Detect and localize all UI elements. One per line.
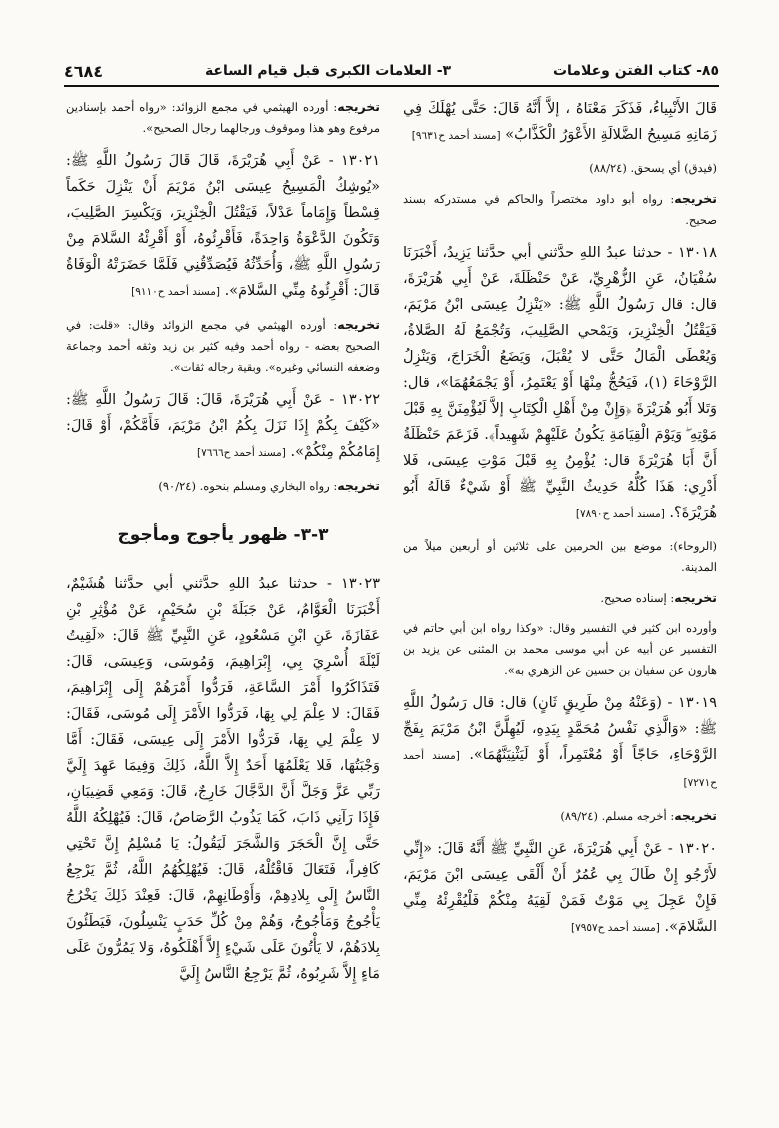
header-chapter-title: ٨٥- كتاب الفتن وعلامات — [552, 63, 719, 79]
hadith-13022: ١٣٠٢٢ - عَنْ أَبِي هُرَيْرَةَ، قَالَ: قَالَ رَسُولُ اللَّهِ ﷺ: «كَيْفَ بِكُمْ إِذَا نَزَلَ بِكُمُ ابْنُ مَرْيَمَ، فَأَمَّكُمْ، أَوْ قَالَ: إِمَامُكُمْ مِنْكُمْ». [مسند أحمد ح٧٦٦٦] — [66, 392, 380, 460]
takhrij-note: تخريجه: رواه أبو داود مختصراً والحاكم في مستدركه بسند صحيح. — [403, 191, 717, 227]
source-ref: [مسند أحمد ح٧٦٦٦] — [196, 447, 286, 459]
hadith-13021: ١٣٠٢١ - عَنْ أَبِي هُرَيْرَةَ، قَالَ قَالَ رَسُولُ اللَّهِ ﷺ: «يُوشِكُ الْمَسِيحُ عِيسَى ابْنُ مَرْيَمَ أَنْ يَنْزِلَ حَكَماً قِسْطاً وَإِمَاماً عَدْلاً، فَيَقْتُلَ الْخِنْزِيرَ، وَيَكْسِرَ الصَّلِيبَ، وَتَكُونَ الدَّعْوَةُ وَاحِدَةً، فَأَقْرِئُوهُ، أَوْ أَقْرِئْهُ السَّلامَ مِنْ رَسُولِ اللَّهِ ﷺ، وَأُحَدِّثُهُ فَيُصَدِّقُنِي فَلَمَّا حَضَرَتْهُ الْوَفَاةُ قَالَ: أَقْرِئُوهُ مِنِّي السَّلامَ». [مسند أحمد ح٩١١٠] — [66, 153, 380, 299]
header-section-title: ٣- العلامات الكبرى قبل قيام الساعة — [204, 63, 452, 79]
takhrij-note: تخريجه: أخرجه مسلم. (٨٩/٢٤) — [560, 808, 717, 823]
page-number: ٤٦٨٤ — [64, 61, 104, 81]
source-ref: [مسند أحمد ح٧٨٩٠] — [575, 508, 665, 520]
source-ref: [مسند أحمد ح٩٦٣١] — [411, 130, 501, 142]
right-column — [403, 96, 717, 1118]
hadith-13023: ١٣٠٢٣ - حدثنا عبدُ اللهِ حدَّثني أبي حدَّثنا هُشَيْمٌ، أَخْبَرَنَا الْعَوَّامُ، عَنْ جَبَلَةَ بْنِ سُحَيْمٍ، عَنْ مُؤْثِرِ بْنِ عَفَازَةَ، عَنِ ابْنِ مَسْعُودٍ، عَنِ النَّبِيِّ ﷺ قَالَ: «لَقِيتُ لَيْلَةَ أُسْرِيَ بِي، إِبْرَاهِيمَ، وَمُوسَى، وَعِيسَى، قَالَ: فَتَذَاكَرُوا أَمْرَ السَّاعَةِ، فَرَدُّوا أَمْرَهُمْ إِلَى إِبْرَاهِيمَ، فَقَالَ: لا عِلْمَ لِي بِهَا، فَرَدُّوا الأَمْرَ إِلَى مُوسَى، فَقَالَ: لا عِلْمَ لِي بِهَا، فَرَدُّوا الأَمْرَ إِلَى عِيسَى، فَقَالَ: أَمَّا وَجْبَتُهَا، فَلا يَعْلَمُهَا أَحَدٌ إِلاَّ اللَّهُ، ذَلِكَ وَفِيمَا عَهِدَ إِلَيَّ رَبِّي عَزَّ وَجَلَّ أَنَّ الدَّجَّالَ خَارِجٌ، قَالَ: وَمَعِي قَضِيبَانِ، فَإِذَا رَآنِي ذَابَ، كَمَا يَذُوبُ الرَّصَاصُ، قَالَ: فَيُهْلِكُهُ اللَّهُ حَتَّى إِنَّ الْحَجَرَ وَالشَّجَرَ لَيَقُولُ: يَا مُسْلِمُ إِنَّ تَحْتِي كَافِراً، فَتَعَالَ فَاقْتُلْهُ، قَالَ: فَيُهْلِكُهُمُ اللَّهُ، ثُمَّ يَرْجِعُ النَّاسُ إِلَى بِلادِهِمْ، وَأَوْطَانِهِمْ، قَالَ: فَعِنْدَ ذَلِكَ يَخْرُجُ يَأْجُوجُ وَمَأْجُوجُ، وَهُمْ مِنْ كُلِّ حَدَبٍ يَنْسِلُونَ، فَيَطَئُونَ بِلادَهُمْ، لا يَأْتُونَ عَلَى شَيْءٍ إِلاَّ أَهْلَكُوهُ، وَلا يَمُرُّونَ عَلَى مَاءٍ إِلاَّ شَرِبُوهُ، ثُمَّ يَرْجِعُ النَّاسُ إِلَيَّ — [66, 576, 380, 982]
takhrij-label: تخريجه — [674, 808, 717, 823]
word-note: (فيدق) أي يسحق. (٨٨/٢٤) — [589, 161, 717, 175]
ibn-kathir-note: وأورده ابن كثير في التفسير وقال: «وكذا رواه ابن أبي حاتم في التفسير عن أبيه عن أبي موسى محمد بن المثنى عن يزيد بن هارون عن سفيان بن حسين عن الزهري به». — [403, 621, 717, 677]
source-ref: [مسند أحمد ح٧٩٥٧] — [571, 922, 660, 934]
hadith-13020: ١٣٠٢٠ - عَنْ أَبِي هُرَيْرَةَ، عَنِ النَّبِيِّ ﷺ أَنَّهُ قَالَ: «إِنِّي لأَرْجُو إِنْ طَالَ بِي عُمُرٌ أَنْ أَلْقَى عِيسَى ابْنَ مَرْيَمَ، فَإِنْ عَجِلَ بِي مَوْتٌ فَمَنْ لَقِيَهُ مِنْكُمْ فَلْيُقْرِئْهُ مِنِّي السَّلامَ». [مسند أحمد ح٧٩٥٧] — [403, 841, 717, 935]
takhrij-label: تخريجه — [337, 478, 380, 493]
takhrij-note: تخريجه: رواه البخاري ومسلم بنحوه. (٩٠/٢٤) — [158, 478, 380, 493]
takhrij-label: تخريجه — [674, 590, 717, 605]
takhrij-note: تخريجه: أورده الهيثمي في مجمع الزوائد: «رواه أحمد بإسنادين مرفوع وهو هذا وموقوف ورجالهما رجال الصحيح». — [66, 99, 380, 135]
source-ref: [مسند أحمد ح٩١١٠] — [131, 286, 220, 298]
footnote-rawha: (الروحاء): موضع بين الحرمين على ثلاثين أو أربعين ميلاً من المدينة. — [403, 539, 717, 574]
hadith-13019: ١٣٠١٩ - (وَعَنْهُ مِنْ طَرِيقٍ ثَانٍ) قال: قال رَسُولُ اللَّهِ ﷺ: «وَالَّذِي نَفْسُ مُحَمَّدٍ بِيَدِهِ، لَيُهِلَّنَّ ابْنُ مَرْيَمَ بِفَجِّ الرَّوْحَاءِ، حَاجّاً أَوْ مُعْتَمِراً، أَوْ لَيَثْنِيَنَّهُمَا». [مسند أحمد ح٧٢٧١] — [403, 695, 717, 789]
takhrij-note: تخريجه: أورده الهيثمي في مجمع الزوائد وقال: «قلت: في الصحيح بعضه - رواه أحمد وفيه كثير بن زيد وثقه أحمد وجماعة وضعفه النسائي وغيره». وبقية رجاله ثقات». — [66, 317, 380, 374]
section-heading: ٣-٣- ظهور يأجوج ومأجوج — [117, 525, 329, 545]
takhrij-note: تخريجه: إسناده صحيح. — [600, 590, 717, 605]
running-header — [64, 58, 719, 84]
left-column — [66, 96, 380, 1118]
hadith-continuation: قَالَ الأَنْبِياءُ، فَذَكَرَ مَعْنَاهُ ، إلاَّ أَنَّهُ قَالَ: حَتَّى يُهْلَكَ فِي زَمَانِهِ مَسِيحُ الضَّلالَةِ الأَعْوَرُ الْكَذَّابُ» [مسند أحمد ح٩٦٣١] — [403, 101, 717, 143]
takhrij-label: تخريجه — [337, 317, 380, 332]
takhrij-label: تخريجه — [674, 191, 717, 206]
hadith-13018: ١٣٠١٨ - حدثنا عبدُ اللهِ حدَّثني أبي حدَّثنا يَزِيدُ، أَخْبَرَنَا سُفْيَانُ، عَنِ الزُّهْرِيِّ، عَنْ حَنْظَلَةَ، عَنْ أَبِي هُرَيْرَةَ، قال: قال رَسُولُ اللَّهِ ﷺ: «يَنْزِلُ عِيسَى ابْنُ مَرْيَمَ، فَيَقْتُلُ الْخِنْزِيرَ، وَيَمْحي الصَّلِيبَ، وَتُجْمَعُ لَهُ الصَّلاةُ، وَيُعْطَى الْمَالُ حَتَّى لا يُقْبَلَ، وَيَضَعُ الْخَرَاجَ، وَيَنْزِلُ الرَّوْحَاءَ (١)، فَيَحُجُّ مِنْهَا أَوْ يَعْتَمِرُ، أَوْ يَجْمَعُهُمَا»، قال: وَتَلا أَبُو هُرَيْرَةَ ﴿وَإِنْ مِنْ أَهْلِ الْكِتَابِ إلاَّ لَيُؤْمِنَنَّ بِهِ قَبْلَ مَوْتِهِ ۖ وَيَوْمَ الْقِيَامَةِ يَكُونُ عَلَيْهِمْ شَهِيداً﴾. فَزَعَمَ حَنْظَلَةُ أَنَّ أَبَا هُرَيْرَةَ قال: يُؤْمِنُ بِهِ قَبْلَ مَوْتِ عِيسَى، فَلا أَدْرِي: هَذَا كُلُّهُ حَدِيثُ النَّبِيِّ ﷺ أَوْ شَيْءٌ قَالَهُ أَبُو هُرَيْرَةَ؟. [مسند أحمد ح٧٨٩٠] — [403, 245, 717, 521]
header-rule — [64, 85, 719, 87]
source-ref: [مسند أحمد ح٧٢٧١] — [403, 750, 717, 789]
takhrij-label: تخريجه — [337, 99, 380, 114]
